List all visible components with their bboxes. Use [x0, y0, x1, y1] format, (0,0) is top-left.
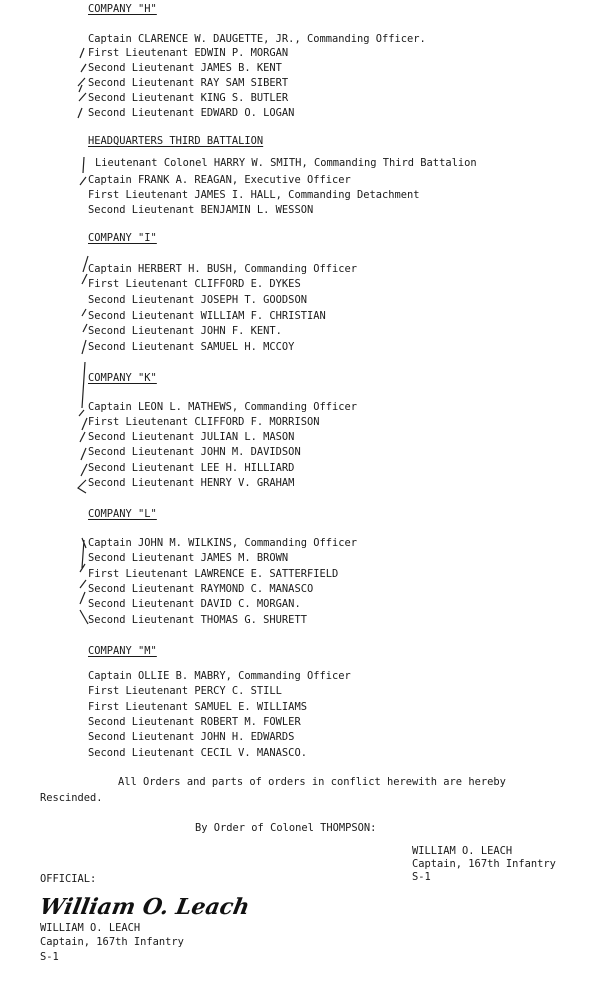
roster-line: Second Lieutenant THOMAS G. SHURETT — [88, 614, 307, 626]
section-heading-company-m: COMPANY "M" — [88, 645, 157, 657]
roster-line: Second Lieutenant RAYMOND C. MANASCO — [88, 583, 314, 595]
roster-line: Captain FRANK A. REAGAN, Executive Officer — [88, 174, 351, 186]
roster-line: First Lieutenant SAMUEL E. WILLIAMS — [88, 701, 307, 713]
roster-line: Captain OLLIE B. MABRY, Commanding Officer — [88, 670, 351, 682]
pen-check-marks-company-l — [72, 534, 96, 634]
roster-line: Second Lieutenant EDWARD O. LOGAN — [88, 107, 295, 119]
roster-line: Second Lieutenant JAMES M. BROWN — [88, 552, 289, 564]
roster-line: Second Lieutenant ROBERT M. FOWLER — [88, 716, 301, 728]
roster-line: Second Lieutenant JOSEPH T. GOODSON — [88, 294, 307, 306]
official-label: OFFICIAL: — [40, 873, 97, 885]
section-heading-company-k: COMPANY "K" — [88, 372, 157, 384]
section-heading-hq-third-battalion: HEADQUARTERS THIRD BATTALION — [88, 135, 264, 147]
roster-line: First Lieutenant LAWRENCE E. SATTERFIELD — [88, 568, 339, 580]
roster-line: Second Lieutenant WILLIAM F. CHRISTIAN — [88, 310, 326, 322]
pen-check-marks-hq — [72, 155, 92, 205]
roster-line: Second Lieutenant JULIAN L. MASON — [88, 431, 295, 443]
signer-name: WILLIAM O. LEACH — [412, 845, 513, 857]
pen-check-marks-company-h — [70, 30, 94, 120]
signer-office: S-1 — [412, 871, 431, 883]
by-order-line: By Order of Colonel THOMPSON: — [195, 822, 377, 834]
rescind-text-line-1: All Orders and parts of orders in conflict herewith are hereby — [118, 776, 506, 788]
roster-line: Second Lieutenant RAY SAM SIBERT — [88, 77, 289, 89]
pen-check-marks-company-i — [74, 254, 94, 359]
roster-line: Lieutenant Colonel HARRY W. SMITH, Commanding Third Battalion — [95, 157, 477, 169]
roster-line: Second Lieutenant SAMUEL H. MCCOY — [88, 341, 295, 353]
roster-line: First Lieutenant CLIFFORD E. DYKES — [88, 278, 301, 290]
official-title: Captain, 167th Infantry — [40, 936, 184, 948]
roster-line: Second Lieutenant JOHN F. KENT. — [88, 325, 282, 337]
roster-line: Second Lieutenant BENJAMIN L. WESSON — [88, 204, 314, 216]
roster-line: Second Lieutenant KING S. BUTLER — [88, 92, 289, 104]
roster-line: Second Lieutenant HENRY V. GRAHAM — [88, 477, 295, 489]
roster-line: Second Lieutenant JOHN M. DAVIDSON — [88, 446, 301, 458]
roster-line: Second Lieutenant LEE H. HILLIARD — [88, 462, 295, 474]
section-heading-company-i: COMPANY "I" — [88, 232, 157, 244]
roster-line: First Lieutenant CLIFFORD F. MORRISON — [88, 416, 320, 428]
roster-line: Second Lieutenant JAMES B. KENT — [88, 62, 282, 74]
roster-line: Captain CLARENCE W. DAUGETTE, JR., Commanding Officer. — [88, 33, 426, 45]
official-office: S-1 — [40, 951, 59, 963]
section-heading-company-h: COMPANY "H" — [88, 3, 157, 15]
roster-line: Second Lieutenant CECIL V. MANASCO. — [88, 747, 307, 759]
roster-line: Captain JOHN M. WILKINS, Commanding Officer — [88, 537, 357, 549]
roster-line: First Lieutenant JAMES I. HALL, Commanding Detachment — [88, 189, 420, 201]
roster-line: Captain HERBERT H. BUSH, Commanding Officer — [88, 263, 357, 275]
roster-line: Second Lieutenant DAVID C. MORGAN. — [88, 598, 301, 610]
section-heading-company-l: COMPANY "L" — [88, 508, 157, 520]
pen-check-marks-company-k — [72, 360, 96, 495]
roster-line: First Lieutenant EDWIN P. MORGAN — [88, 47, 289, 59]
rescind-text-line-2: Rescinded. — [40, 792, 103, 804]
roster-line: First Lieutenant PERCY C. STILL — [88, 685, 282, 697]
handwritten-signature: William O. Leach — [37, 894, 252, 920]
official-name: WILLIAM O. LEACH — [40, 922, 141, 934]
signer-title: Captain, 167th Infantry — [412, 858, 556, 870]
roster-line: Second Lieutenant JOHN H. EDWARDS — [88, 731, 295, 743]
roster-line: Captain LEON L. MATHEWS, Commanding Officer — [88, 401, 357, 413]
